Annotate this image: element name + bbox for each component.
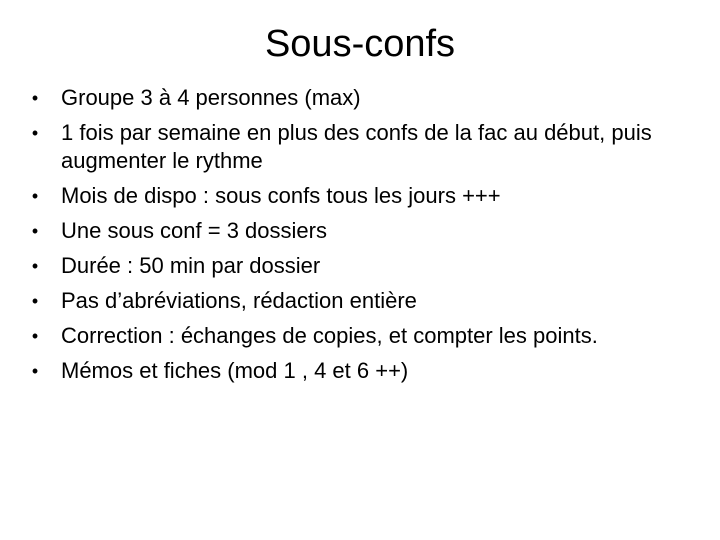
bullet-icon: • (31, 88, 39, 108)
bullet-text: Mois de dispo : sous confs tous les jours +++ (61, 183, 501, 208)
bullet-text: 1 fois par semaine en plus des confs de la fac au début, puis augmenter le rythme (61, 120, 652, 173)
bullet-item (28, 182, 668, 210)
bullet-icon: • (31, 326, 39, 346)
bullet-list (28, 84, 668, 392)
bullet-icon: • (31, 186, 39, 206)
bullet-text: Durée : 50 min par dossier (61, 253, 321, 278)
bullet-item (28, 287, 668, 315)
bullet-icon: • (31, 291, 39, 311)
bullet-icon: • (31, 256, 39, 276)
bullet-item (28, 217, 668, 245)
bullet-item (28, 119, 668, 175)
bullet-text: Groupe 3 à 4 personnes (max) (61, 85, 361, 110)
bullet-text: Une sous conf = 3 dossiers (61, 218, 327, 243)
bullet-item (28, 252, 668, 280)
bullet-text: Correction : échanges de copies, et compter les points. (61, 323, 598, 348)
bullet-text: Pas d’abréviations, rédaction entière (61, 288, 417, 313)
bullet-item (28, 84, 668, 112)
slide-title: Sous-confs (264, 23, 456, 65)
bullet-text: Mémos et fiches (mod 1 , 4 et 6 ++) (61, 358, 409, 383)
bullet-icon: • (31, 361, 39, 381)
bullet-icon: • (31, 221, 39, 241)
bullet-item (28, 357, 668, 385)
bullet-icon: • (31, 123, 39, 143)
bullet-item (28, 322, 668, 350)
